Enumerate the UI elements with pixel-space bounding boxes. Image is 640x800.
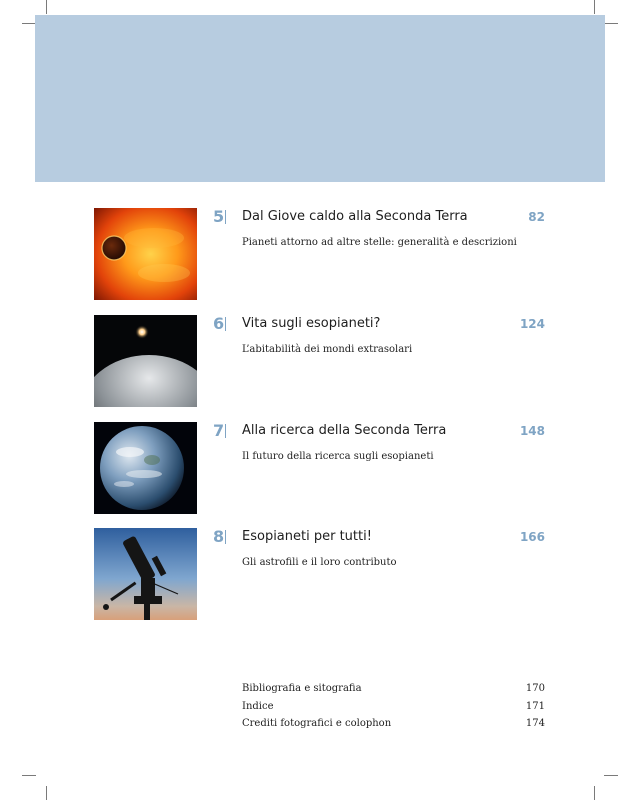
chapter-number: 8	[213, 527, 225, 546]
toc-chapter-6[interactable]	[94, 315, 554, 407]
backmatter-list	[242, 682, 545, 735]
chapter-number: 5	[213, 207, 225, 226]
telescope-image	[94, 528, 197, 620]
chapter-title[interactable]: Esopianeti per tutti!	[242, 529, 372, 544]
chapter-divider	[225, 317, 226, 331]
chapter-subtitle: Pianeti attorno ad altre stelle: generalità e descrizioni	[242, 237, 517, 248]
backmatter-item-credits[interactable]	[242, 717, 545, 735]
chapter-divider	[225, 424, 226, 438]
chapter-page-number[interactable]: 148	[519, 424, 545, 438]
chapter-title[interactable]: Vita sugli esopianeti?	[242, 316, 381, 331]
crop-mark	[46, 0, 47, 14]
backmatter-label[interactable]: Crediti fotografici e colophon	[242, 718, 392, 729]
chapter-divider	[225, 530, 226, 544]
toc-chapter-8[interactable]	[94, 528, 554, 620]
backmatter-item-bibliography[interactable]	[242, 682, 545, 700]
crop-mark	[22, 775, 36, 776]
crop-mark	[22, 23, 36, 24]
chapter-page-number[interactable]: 166	[519, 530, 545, 544]
planet-limb-image	[94, 315, 197, 407]
backmatter-label[interactable]: Indice	[242, 700, 274, 712]
chapter-divider	[225, 210, 226, 224]
hot-jupiter-image	[94, 208, 197, 300]
crop-mark	[604, 775, 618, 776]
chapter-subtitle: L’abitabilità dei mondi extrasolari	[242, 344, 413, 355]
backmatter-page[interactable]: 174	[525, 718, 545, 729]
crop-mark	[594, 0, 595, 14]
backmatter-item-index[interactable]	[242, 700, 545, 718]
earth-like-planet-image	[94, 422, 197, 514]
toc-chapter-5[interactable]	[94, 208, 554, 300]
chapter-page-number[interactable]: 124	[519, 317, 545, 331]
crop-mark	[604, 23, 618, 24]
chapter-subtitle: Il futuro della ricerca sugli esopianeti	[242, 451, 434, 462]
toc-chapter-7[interactable]	[94, 422, 554, 514]
backmatter-page[interactable]: 171	[525, 700, 545, 712]
backmatter-label[interactable]: Bibliografia e sitografia	[242, 683, 362, 694]
chapter-number: 6	[213, 314, 225, 333]
header-color-band	[35, 15, 605, 182]
chapter-page-number[interactable]: 82	[528, 210, 545, 224]
chapter-number: 7	[213, 421, 225, 440]
crop-mark	[594, 786, 595, 800]
crop-mark	[46, 786, 47, 800]
backmatter-page[interactable]: 170	[525, 683, 545, 694]
chapter-title[interactable]: Dal Giove caldo alla Seconda Terra	[242, 209, 468, 224]
chapter-title[interactable]: Alla ricerca della Seconda Terra	[242, 423, 447, 438]
chapter-subtitle: Gli astrofili e il loro contributo	[242, 557, 397, 568]
